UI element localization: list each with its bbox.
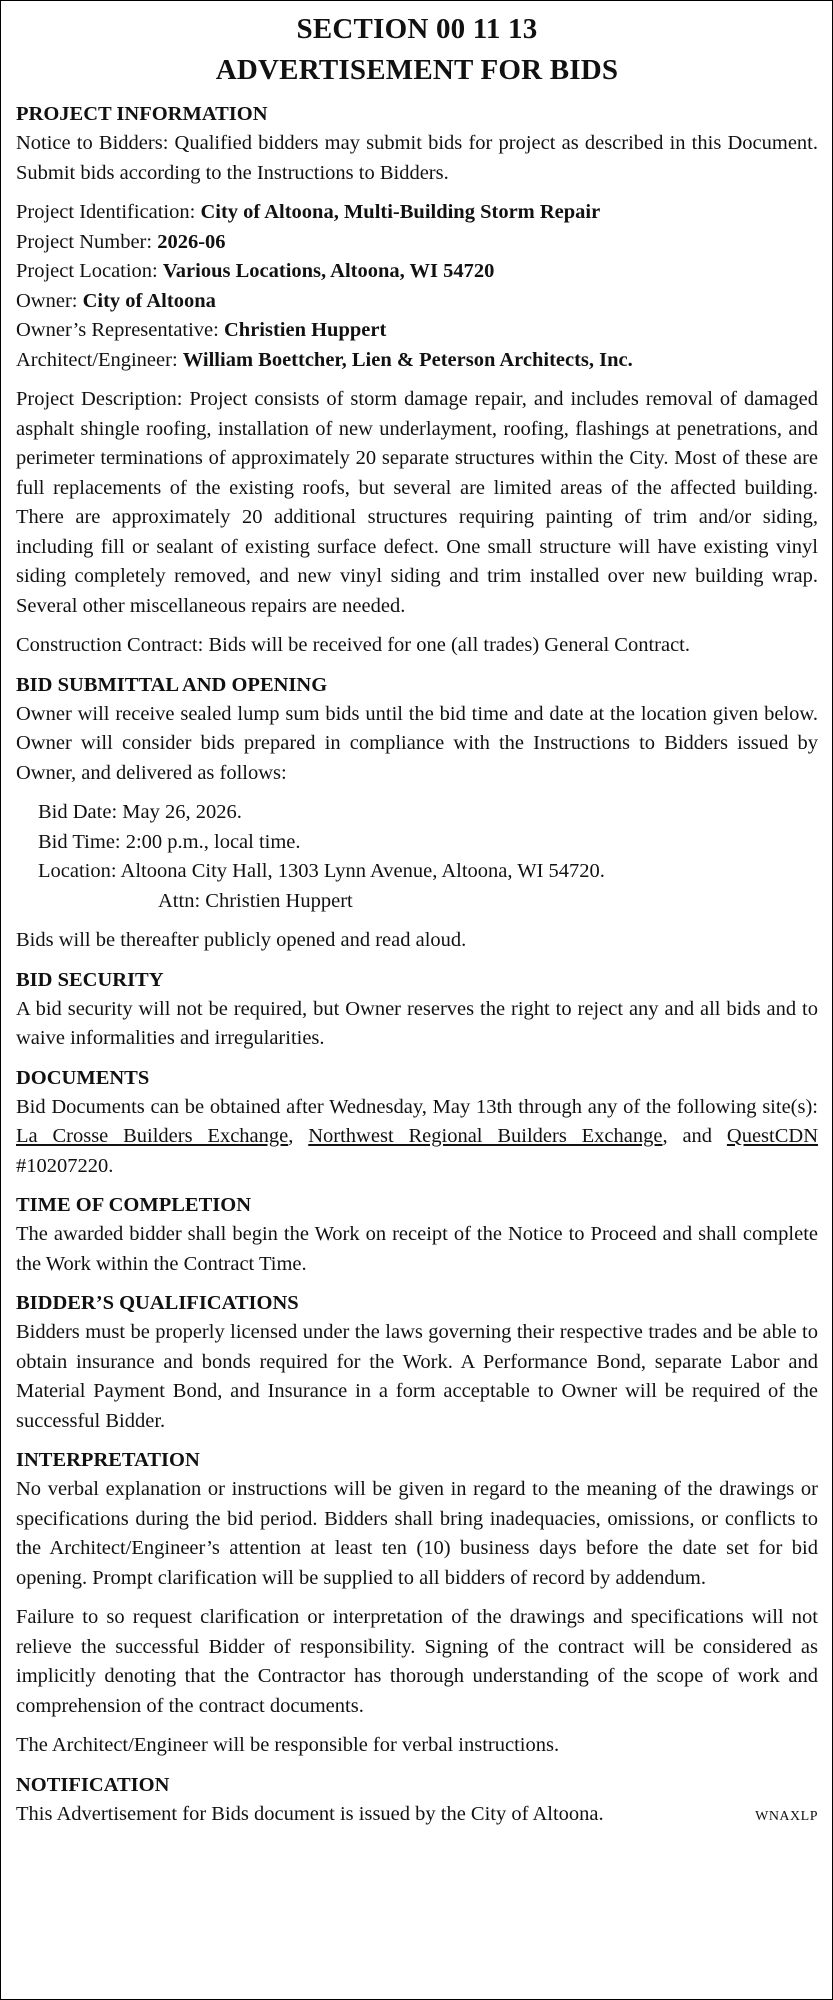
interpretation-paragraph-3: The Architect/Engineer will be responsible for verbal instructions. [16,1734,560,1756]
bid-security-text: A bid security will not be required, but Owner reserves the right to reject any and all bids and to waive informalities and irregularities. [16,997,818,1049]
bidders-qualifications-text: Bidders must be properly licensed under the laws governing their respective trades and be able to obtain insurance and bonds required for the Work. A Performance Bond, separate Labor and Material Payment Bond, and Insurance in a form acceptable to Owner will be required of the successful Bidder. [16,1321,818,1432]
field-owner [16,287,818,317]
field-value: Various Locations, Altoona, WI 54720 [162,260,495,282]
interpretation-heading: INTERPRETATION [16,1449,200,1471]
bid-date: Bid Date: May 26, 2026. [38,801,242,823]
document-body [16,9,818,1829]
field-label: Project Location: [16,260,163,282]
questcdn-project-number: #10207220. [16,1154,114,1177]
bidders-qualifications-heading: BIDDER’S QUALIFICATIONS [16,1292,299,1314]
field-label: Owner: [16,289,83,312]
bid-security-heading: BID SECURITY [16,968,164,991]
document-title: ADVERTISEMENT FOR BIDS [215,54,619,86]
bid-submittal-heading: BID SUBMITTAL AND OPENING [16,673,328,696]
project-description: Project Description: Project consists of storm damage repair, and includes removal of damaged asphalt shingle roofing, installation of new underlayment, roofing, flashings at penetrations, and perimeter terminations of approximately 20 separate structures within the City. Most of these are full replacements of the existing roofs, but several are limited areas of the affected building. There are approximately 20 additional structures requiring painting of trim and/or siding, including fill or sealant of existing surface defect. One small structure will have existing vinyl siding completely removed, and new vinyl siding and trim installed over new building wrap. Several other miscellaneous repairs are needed. [16,388,818,617]
documents-separator: , and [662,1125,727,1147]
construction-contract: Construction Contract: Bids will be received for one (all trades) General Contract. [16,634,691,656]
interpretation-paragraph-1: No verbal explanation or instructions will be given in regard to the meaning of the drawings or specifications during the bid period. Bidders shall bring inadequacies, omissions, or conflicts to the Architect/Engineer’s attention at least ten (10) business days before the date set for bid opening. Prompt clarification will be supplied to all bidders of record by addendum. [16,1478,818,1589]
time-of-completion-heading: TIME OF COMPLETION [16,1194,251,1216]
field-project-location [16,257,818,287]
bid-attention: Attn: Christien Huppert [158,889,353,912]
field-architect-engineer [16,346,818,376]
field-owners-representative [16,316,818,346]
field-label: Owner’s Representative: [16,319,224,341]
field-value: Christien Huppert [223,319,387,341]
field-project-number [16,228,818,258]
bid-location: Location: Altoona City Hall, 1303 Lynn Avenue, Altoona, WI 54720. [38,860,605,882]
time-of-completion-text: The awarded bidder shall begin the Work on receipt of the Notice to Proceed and shall complete the Work within the Contract Time. [16,1223,818,1275]
field-label: Architect/Engineer: [16,348,183,371]
documents-separator: , [288,1125,309,1147]
bid-opening-note: Bids will be thereafter publicly opened and read aloud. [16,929,467,951]
notice-to-bidders: Notice to Bidders: Qualified bidders may submit bids for project as described in this Document. Submit bids according to the Instructions to Bidders. [16,132,818,184]
questcdn-link[interactable]: QuestCDN [726,1125,819,1147]
field-label: Project Number: [16,230,158,253]
notification-heading: NOTIFICATION [16,1773,170,1796]
project-fields [16,198,818,375]
publication-code: WNAXLP [755,1808,818,1824]
documents-text [16,1093,818,1182]
bid-time: Bid Time: 2:00 p.m., local time. [38,830,301,853]
notification-row [16,1800,818,1830]
bid-details [38,798,818,916]
field-value: City of Altoona, Multi-Building Storm Repair [200,201,601,223]
documents-text-lead: Bid Documents can be obtained after Wednesday, May 13th through any of the following site(s): [16,1095,818,1118]
project-information-heading: PROJECT INFORMATION [16,103,268,125]
la-crosse-builders-exchange-link[interactable]: La Crosse Builders Exchange [16,1125,289,1147]
interpretation-paragraph-2: Failure to so request clarification or interpretation of the drawings and specifications will not relieve the successful Bidder of responsibility. Signing of the contract will be considered as implicitly denoting that the Contractor has thorough understanding of the scope of work and comprehension of the contract documents. [16,1606,818,1717]
documents-heading: DOCUMENTS [16,1066,150,1089]
field-value: 2026-06 [157,230,226,253]
section-number: SECTION 00 11 13 [296,13,538,45]
northwest-regional-builders-exchange-link[interactable]: Northwest Regional Builders Exchange [308,1125,663,1147]
field-project-identification [16,198,818,228]
field-label: Project Identification: [16,201,201,223]
notification-text: This Advertisement for Bids document is issued by the City of Altoona. [16,1802,604,1825]
field-value: William Boettcher, Lien & Peterson Architects, Inc. [182,348,633,371]
field-value: City of Altoona [82,289,216,312]
bid-submittal-intro: Owner will receive sealed lump sum bids until the bid time and date at the location given below. Owner will consider bids prepared in compliance with the Instructions to Bidders issued by Owner, and delivered as follows: [16,702,818,784]
